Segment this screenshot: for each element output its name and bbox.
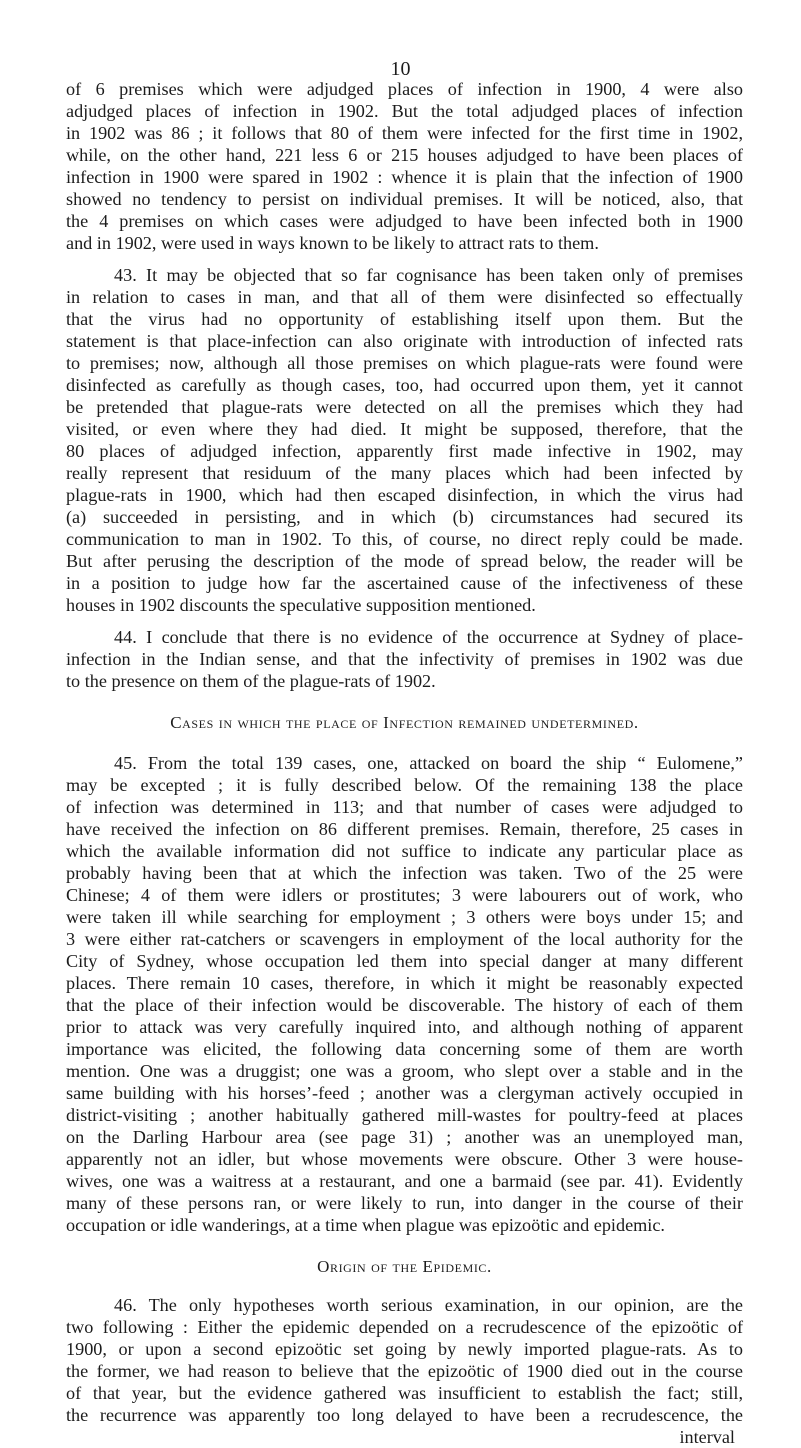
text-line: City of Sydney, whose occupation led them into special danger at many different (66, 951, 743, 971)
text-line: 44. I conclude that there is no evidence of the occurrence at Sydney of place- (114, 627, 743, 647)
text-line: occupation or idle wanderings, at a time when plague was epizoötic and epidemic. (66, 1215, 665, 1235)
paragraph-43 (66, 264, 743, 616)
text-line: 1900, or upon a second epizoötic set going by newly imported plague-rats. As to (66, 1339, 743, 1359)
section-heading: Cases in which the place of Infection remained undetermined. (170, 713, 639, 732)
text-line: while, on the other hand, 221 less 6 or 215 houses adjudged to have been places of (66, 145, 743, 165)
paragraph-continued (66, 78, 743, 254)
text-line: district-visiting ; another habitually gathered mill-wastes for poultry-feed at places (66, 1105, 743, 1125)
body-text (66, 78, 743, 1448)
text-line: were taken ill while searching for employment ; 3 others were boys under 15; and (66, 907, 743, 927)
text-line: which the available information did not suffice to indicate any particular place as (66, 841, 743, 861)
text-line: be pretended that plague-rats were detected on all the premises which they had (66, 397, 743, 417)
text-line: in 1902 was 86 ; it follows that 80 of them were infected for the first time in 1902, (66, 123, 743, 143)
text-line: 80 places of adjudged infection, apparently first made infective in 1902, may (66, 441, 743, 461)
text-line: disinfected as carefully as though cases, too, had occurred upon them, yet it cannot (66, 375, 743, 395)
text-line: probably having been that at which the infection was taken. Two of the 25 were (66, 863, 743, 883)
text-line: to premises; now, although all those premises on which plague-rats were found were (66, 353, 743, 373)
text-line: that the place of their infection would be discoverable. The history of each of them (66, 995, 743, 1015)
text-line: may be excepted ; it is fully described below. Of the remaining 138 the place (66, 775, 743, 795)
text-line: two following : Either the epidemic depended on a recrudescence of the epizoötic of (66, 1317, 743, 1337)
paragraph-46 (66, 1294, 743, 1448)
text-line: communication to man in 1902. To this, of course, no direct reply could be made. (66, 529, 743, 549)
text-line: visited, or even where they had died. It might be supposed, therefore, that the (66, 419, 743, 439)
text-line: infection in 1900 were spared in 1902 : whence it is plain that the infection of 1900 (66, 167, 743, 187)
paragraph-45 (66, 752, 743, 1236)
text-line: 3 were either rat-catchers or scavengers in employment of the local authority for the (66, 929, 743, 949)
text-line: of that year, but the evidence gathered was insufficient to establish the fact; still, (66, 1383, 743, 1403)
text-line: have received the infection on 86 different premises. Remain, therefore, 25 cases in (66, 819, 743, 839)
section-heading: Origin of the Epidemic. (317, 1257, 492, 1276)
text-line: apparently not an idler, but whose movements were obscure. Other 3 were house- (66, 1149, 743, 1169)
text-line: (a) succeeded in persisting, and in which (b) circumstances had secured its (66, 507, 743, 527)
text-line: many of these persons ran, or were likely to run, into danger in the course of their (66, 1193, 743, 1213)
text-line: and in 1902, were used in ways known to be likely to attract rats to them. (66, 233, 599, 253)
text-line: plague-rats in 1900, which had then escaped disinfection, in which the virus had (66, 485, 743, 505)
text-line: same building with his horses’-feed ; another was a clergyman actively occupied in (66, 1083, 743, 1103)
text-line: 46. The only hypotheses worth serious examination, in our opinion, are the (114, 1295, 743, 1315)
text-line: really represent that residuum of the many places which had been infected by (66, 463, 743, 483)
text-line: 43. It may be objected that so far cognisance has been taken only of premises (114, 265, 743, 285)
text-line: the 4 premises on which cases were adjudged to have been infected both in 1900 (66, 211, 743, 231)
text-line: wives, one was a waitress at a restaurant, and one a barmaid (see par. 41). Evidently (66, 1171, 743, 1191)
text-line: of infection was determined in 113; and that number of cases were adjudged to (66, 797, 743, 817)
page-number: 10 (390, 58, 411, 80)
text-line: on the Darling Harbour area (see page 31) ; another was an unemployed man, (66, 1127, 743, 1147)
text-line: mention. One was a druggist; one was a groom, who slept over a stable and in the (66, 1061, 743, 1081)
catchword: interval (679, 1427, 735, 1447)
text-line: of 6 premises which were adjudged places of infection in 1900, 4 were also (66, 79, 743, 99)
text-line: 45. From the total 139 cases, one, attacked on board the ship “ Eulomene,” (114, 753, 743, 773)
text-line: importance was elicited, the following data concerning some of them are worth (66, 1039, 743, 1059)
text-line: in a position to judge how far the ascertained cause of the infectiveness of these (66, 573, 743, 593)
text-line: places. There remain 10 cases, therefore, in which it might be reasonably expected (66, 973, 743, 993)
text-line: that the virus had no opportunity of establishing itself upon them. But the (66, 309, 743, 329)
text-line: showed no tendency to persist on individual premises. It will be noticed, also, that (66, 189, 743, 209)
text-line: adjudged places of infection in 1902. But the total adjudged places of infection (66, 101, 743, 121)
text-line: the recurrence was apparently too long delayed to have been a recrudescence, the (66, 1405, 743, 1425)
paragraph-44 (66, 626, 743, 692)
text-line: Chinese; 4 of them were idlers or prostitutes; 3 were labourers out of work, who (66, 885, 743, 905)
text-line: statement is that place-infection can also originate with introduction of infected rats (66, 331, 743, 351)
text-line: the former, we had reason to believe that the epizoötic of 1900 died out in the course (66, 1361, 743, 1381)
text-line: prior to attack was very carefully inquired into, and although nothing of apparent (66, 1017, 743, 1037)
text-line: houses in 1902 discounts the speculative supposition mentioned. (66, 595, 536, 615)
text-line: in relation to cases in man, and that all of them were disinfected so effectually (66, 287, 743, 307)
text-line: to the presence on them of the plague-rats of 1902. (66, 671, 436, 691)
text-line: But after perusing the description of the mode of spread below, the reader will be (66, 551, 743, 571)
text-line: infection in the Indian sense, and that the infectivity of premises in 1902 was due (66, 649, 743, 669)
